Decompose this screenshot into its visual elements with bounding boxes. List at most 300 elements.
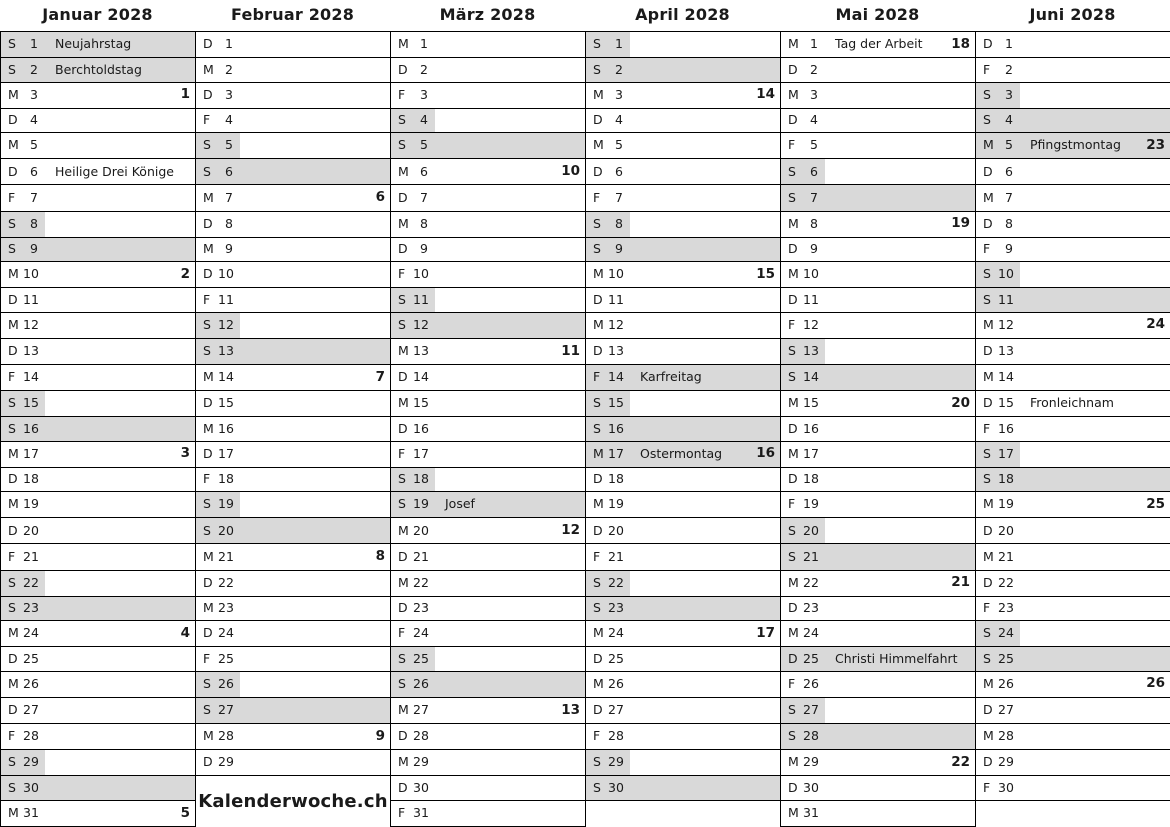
- day-number: 7: [420, 189, 428, 205]
- weekday-letter: M: [8, 496, 19, 512]
- day-number: 20: [218, 522, 234, 538]
- day-label-box: [781, 238, 825, 261]
- day-label-box: [976, 571, 1020, 596]
- day-number: 4: [225, 112, 233, 128]
- brand-text: Kalenderwoche.ch: [198, 790, 388, 812]
- holiday-label: Christi Himmelfahrt: [835, 650, 958, 666]
- day-number: 8: [615, 215, 623, 231]
- day-cell: [781, 492, 976, 518]
- day-cell: [781, 159, 976, 185]
- day-cell: [781, 237, 976, 261]
- holiday-label: Tag der Arbeit: [835, 36, 923, 52]
- day-cell: [586, 288, 781, 312]
- day-number: 3: [810, 86, 818, 102]
- day-cell: [586, 570, 781, 596]
- day-cell: [781, 570, 976, 596]
- week-number: 6: [375, 189, 385, 206]
- day-label-box: [391, 647, 435, 670]
- day-label-box: [391, 58, 435, 81]
- week-number: 19: [951, 215, 970, 232]
- day-label-box: [196, 313, 240, 338]
- day-cell: [391, 621, 586, 647]
- day-number: 28: [413, 728, 429, 744]
- day-number: 17: [608, 445, 624, 461]
- day-cell: [781, 82, 976, 108]
- day-cell: [976, 58, 1170, 82]
- day-label-box: [391, 133, 435, 158]
- day-number: 10: [998, 266, 1014, 282]
- day-number: 14: [413, 369, 429, 385]
- day-label-box: [196, 109, 240, 132]
- day-number: 25: [608, 650, 624, 666]
- day-cell: [781, 621, 976, 647]
- day-cell: [976, 570, 1170, 596]
- weekday-letter: S: [593, 574, 601, 590]
- day-cell: [1, 211, 196, 237]
- day-cell: [196, 364, 391, 390]
- weekday-letter: M: [8, 445, 19, 461]
- day-label-box: [586, 776, 630, 799]
- day-cell: [781, 647, 976, 671]
- day-cell: [586, 697, 781, 723]
- weekday-letter: S: [983, 650, 991, 666]
- day-number: 23: [23, 600, 39, 616]
- day-number: 10: [608, 266, 624, 282]
- holiday-label: Josef: [445, 496, 475, 512]
- day-number: 12: [608, 316, 624, 332]
- day-cell: [391, 338, 586, 364]
- weekday-letter: M: [203, 241, 214, 257]
- day-label-box: [781, 339, 825, 364]
- day-label-box: [196, 518, 240, 543]
- day-number: 4: [30, 112, 38, 128]
- day-cell: [1, 159, 196, 185]
- weekday-letter: S: [8, 61, 16, 77]
- day-number: 3: [1005, 86, 1013, 102]
- day-label-box: [586, 492, 630, 517]
- day-number: 26: [413, 675, 429, 691]
- weekday-letter: M: [8, 805, 19, 820]
- day-cell: [196, 467, 391, 491]
- weekday-letter: M: [398, 754, 409, 770]
- day-label-box: [1, 492, 45, 517]
- day-cell: [1, 262, 196, 288]
- day-number: 26: [23, 675, 39, 691]
- weekday-letter: S: [8, 754, 16, 770]
- weekday-letter: M: [788, 805, 799, 820]
- weekday-letter: F: [983, 61, 991, 77]
- day-number: 19: [608, 496, 624, 512]
- day-number: 29: [23, 754, 39, 770]
- weekday-letter: F: [593, 728, 601, 744]
- week-number: 22: [951, 753, 970, 770]
- weekday-letter: S: [788, 343, 796, 359]
- day-label-box: [1, 313, 45, 338]
- day-cell: [586, 776, 781, 800]
- day-number: 17: [218, 445, 234, 461]
- weekday-letter: D: [593, 522, 603, 538]
- weekday-letter: M: [983, 316, 994, 332]
- footer-brand-cell: [196, 776, 391, 827]
- day-label-box: [391, 442, 435, 467]
- week-number: 13: [561, 701, 580, 718]
- day-label-box: [1, 212, 45, 237]
- day-number: 13: [413, 343, 429, 359]
- weekday-letter: F: [8, 369, 16, 385]
- day-number: 8: [420, 215, 428, 231]
- weekday-letter: S: [788, 522, 796, 538]
- day-cell: [391, 288, 586, 312]
- day-cell: [1, 723, 196, 749]
- day-cell: [1, 750, 196, 776]
- day-number: 15: [998, 395, 1014, 411]
- day-label-box: [586, 417, 630, 440]
- weekday-letter: S: [8, 215, 16, 231]
- weekday-letter: D: [788, 600, 798, 616]
- weekday-letter: M: [203, 61, 214, 77]
- weekday-letter: M: [983, 675, 994, 691]
- day-label-box: [196, 492, 240, 517]
- weekday-letter: D: [593, 163, 603, 179]
- weekday-letter: S: [983, 625, 991, 641]
- day-number: 14: [998, 369, 1014, 385]
- day-number: 9: [1005, 241, 1013, 257]
- day-cell: [976, 32, 1170, 58]
- day-label-box: [1, 417, 45, 440]
- day-number: 23: [218, 600, 234, 616]
- weekday-letter: D: [983, 36, 993, 52]
- day-cell: [586, 391, 781, 417]
- day-cell: [196, 32, 391, 58]
- weekday-letter: M: [788, 266, 799, 282]
- day-number: 29: [413, 754, 429, 770]
- week-number: 3: [180, 445, 190, 462]
- weekday-letter: D: [8, 343, 18, 359]
- day-number: 30: [998, 779, 1014, 795]
- weekday-letter: D: [8, 650, 18, 666]
- day-number: 21: [23, 548, 39, 564]
- day-number: 19: [998, 496, 1014, 512]
- day-label-box: [781, 159, 825, 184]
- calendar-grid: [0, 31, 1170, 827]
- day-cell: [586, 647, 781, 671]
- weekday-letter: D: [8, 471, 18, 487]
- weekday-letter: F: [8, 548, 16, 564]
- day-number: 12: [413, 316, 429, 332]
- weekday-letter: F: [983, 241, 991, 257]
- day-label-box: [586, 750, 630, 775]
- weekday-letter: M: [8, 625, 19, 641]
- day-label-box: [586, 647, 630, 670]
- day-label-box: [391, 750, 435, 775]
- day-cell: [196, 237, 391, 261]
- day-cell: [196, 570, 391, 596]
- holiday-label: Berchtoldstag: [55, 61, 142, 77]
- day-number: 1: [420, 36, 428, 52]
- day-label-box: [391, 801, 435, 826]
- day-cell: [391, 570, 586, 596]
- weekday-letter: M: [8, 266, 19, 282]
- weekday-letter: M: [593, 86, 604, 102]
- week-number: 10: [561, 163, 580, 180]
- weekday-letter: S: [593, 600, 601, 616]
- weekday-letter: S: [8, 779, 16, 795]
- day-label-box: [976, 417, 1020, 440]
- day-number: 9: [225, 241, 233, 257]
- day-label-box: [196, 365, 240, 390]
- day-cell: [976, 697, 1170, 723]
- weekday-letter: M: [203, 189, 214, 205]
- day-label-box: [976, 672, 1020, 697]
- day-number: 14: [608, 369, 624, 385]
- day-label-box: [976, 391, 1020, 416]
- day-cell: [586, 518, 781, 544]
- day-cell: [976, 750, 1170, 776]
- day-cell: [1, 570, 196, 596]
- day-cell: [391, 32, 586, 58]
- day-label-box: [586, 365, 630, 390]
- day-number: 3: [30, 86, 38, 102]
- day-cell: [391, 518, 586, 544]
- day-number: 17: [803, 445, 819, 461]
- weekday-letter: S: [983, 266, 991, 282]
- weekday-letter: S: [8, 395, 16, 411]
- weekday-letter: S: [203, 163, 211, 179]
- day-number: 10: [218, 266, 234, 282]
- day-cell: [1, 417, 196, 441]
- day-label-box: [1, 442, 45, 467]
- day-cell: [196, 671, 391, 697]
- weekday-letter: D: [398, 600, 408, 616]
- weekday-letter: F: [203, 650, 211, 666]
- day-label-box: [781, 647, 825, 670]
- weekday-letter: M: [788, 86, 799, 102]
- day-cell: [586, 262, 781, 288]
- day-label-box: [196, 672, 240, 697]
- day-label-box: [976, 133, 1020, 158]
- day-cell: [781, 211, 976, 237]
- day-number: 24: [803, 625, 819, 641]
- weekday-letter: D: [8, 291, 18, 307]
- day-label-box: [586, 698, 630, 723]
- day-cell: [196, 185, 391, 211]
- day-cell: [781, 338, 976, 364]
- day-cell: [196, 211, 391, 237]
- day-label-box: [781, 313, 825, 338]
- day-label-box: [391, 109, 435, 132]
- day-number: 13: [23, 343, 39, 359]
- weekday-letter: F: [593, 548, 601, 564]
- week-number: 17: [756, 624, 775, 641]
- day-number: 4: [615, 112, 623, 128]
- day-number: 16: [608, 420, 624, 436]
- weekday-letter: F: [203, 112, 211, 128]
- day-label-box: [1, 724, 45, 749]
- day-label-box: [586, 185, 630, 210]
- weekday-letter: M: [983, 496, 994, 512]
- day-cell: [781, 441, 976, 467]
- weekday-letter: D: [983, 215, 993, 231]
- weekday-letter: D: [788, 112, 798, 128]
- day-number: 7: [810, 189, 818, 205]
- day-number: 17: [413, 445, 429, 461]
- day-cell: [391, 364, 586, 390]
- day-label-box: [391, 492, 435, 517]
- day-number: 14: [803, 369, 819, 385]
- day-cell: [391, 133, 586, 159]
- day-cell: [196, 108, 391, 132]
- day-label-box: [1, 544, 45, 569]
- weekday-letter: D: [203, 754, 213, 770]
- weekday-letter: F: [8, 728, 16, 744]
- day-cell: [391, 467, 586, 491]
- day-label-box: [586, 133, 630, 158]
- day-number: 8: [30, 215, 38, 231]
- weekday-letter: S: [398, 471, 406, 487]
- day-label-box: [1, 750, 45, 775]
- day-label-box: [586, 339, 630, 364]
- day-label-box: [586, 597, 630, 620]
- day-cell: [391, 776, 586, 800]
- day-cell: [976, 211, 1170, 237]
- day-number: 12: [23, 316, 39, 332]
- day-label-box: [976, 492, 1020, 517]
- day-label-box: [196, 159, 240, 184]
- weekday-letter: F: [203, 471, 211, 487]
- day-number: 6: [1005, 163, 1013, 179]
- day-label-box: [1, 288, 45, 311]
- weekday-letter: S: [593, 241, 601, 257]
- week-number: 15: [756, 265, 775, 282]
- day-cell: [586, 417, 781, 441]
- week-number: 16: [756, 445, 775, 462]
- day-number: 7: [615, 189, 623, 205]
- day-label-box: [781, 750, 825, 775]
- day-number: 22: [23, 574, 39, 590]
- day-cell: [391, 58, 586, 82]
- weekday-letter: D: [398, 728, 408, 744]
- day-label-box: [196, 262, 240, 287]
- day-number: 21: [413, 548, 429, 564]
- day-label-box: [586, 238, 630, 261]
- day-number: 20: [23, 522, 39, 538]
- day-cell: [391, 647, 586, 671]
- day-number: 24: [413, 625, 429, 641]
- day-cell: [1, 133, 196, 159]
- day-label-box: [976, 647, 1020, 670]
- day-label-box: [586, 544, 630, 569]
- day-number: 2: [225, 61, 233, 77]
- day-label-box: [196, 647, 240, 670]
- day-cell: [586, 58, 781, 82]
- weekday-letter: D: [788, 779, 798, 795]
- day-label-box: [781, 365, 825, 390]
- day-cell: [976, 518, 1170, 544]
- empty-cell: [976, 800, 1170, 826]
- day-label-box: [391, 468, 435, 491]
- day-number: 12: [998, 316, 1014, 332]
- day-label-box: [391, 391, 435, 416]
- day-label-box: [1, 32, 45, 57]
- day-label-box: [781, 417, 825, 440]
- day-label-box: [1, 621, 45, 646]
- day-number: 5: [615, 137, 623, 153]
- weekday-letter: S: [788, 548, 796, 564]
- day-cell: [781, 108, 976, 132]
- day-label-box: [196, 724, 240, 749]
- week-number: 24: [1146, 316, 1165, 333]
- day-cell: [1, 32, 196, 58]
- day-number: 1: [1005, 36, 1013, 52]
- day-cell: [781, 133, 976, 159]
- day-number: 24: [218, 625, 234, 641]
- day-label-box: [586, 32, 630, 57]
- weekday-letter: D: [788, 291, 798, 307]
- weekday-letter: D: [398, 61, 408, 77]
- day-cell: [976, 312, 1170, 338]
- day-number: 27: [998, 702, 1014, 718]
- day-cell: [196, 417, 391, 441]
- day-number: 31: [803, 805, 819, 820]
- day-label-box: [196, 544, 240, 569]
- day-number: 14: [23, 369, 39, 385]
- day-label-box: [391, 288, 435, 311]
- day-cell: [391, 750, 586, 776]
- day-number: 6: [225, 163, 233, 179]
- day-cell: [976, 723, 1170, 749]
- day-label-box: [196, 133, 240, 158]
- day-label-box: [586, 313, 630, 338]
- weekday-letter: M: [593, 675, 604, 691]
- day-label-box: [781, 133, 825, 158]
- day-cell: [976, 133, 1170, 159]
- day-number: 10: [23, 266, 39, 282]
- weekday-letter: F: [398, 445, 406, 461]
- day-label-box: [196, 185, 240, 210]
- day-cell: [196, 647, 391, 671]
- week-number: 12: [561, 522, 580, 539]
- day-label-box: [781, 724, 825, 749]
- weekday-letter: M: [593, 266, 604, 282]
- day-number: 16: [998, 420, 1014, 436]
- day-label-box: [781, 391, 825, 416]
- day-label-box: [196, 391, 240, 416]
- day-number: 12: [803, 316, 819, 332]
- day-number: 29: [608, 754, 624, 770]
- weekday-letter: M: [398, 395, 409, 411]
- day-label-box: [391, 365, 435, 390]
- day-cell: [781, 391, 976, 417]
- weekday-letter: D: [398, 189, 408, 205]
- day-label-box: [391, 621, 435, 646]
- day-number: 4: [1005, 112, 1013, 128]
- day-label-box: [976, 442, 1020, 467]
- weekday-letter: D: [203, 395, 213, 411]
- day-label-box: [1, 801, 45, 826]
- day-number: 18: [998, 471, 1014, 487]
- day-number: 13: [608, 343, 624, 359]
- month-title: Mai 2028: [835, 5, 920, 24]
- day-cell: [196, 544, 391, 570]
- day-number: 8: [225, 215, 233, 231]
- day-number: 23: [608, 600, 624, 616]
- weekday-letter: S: [203, 137, 211, 153]
- day-label-box: [586, 109, 630, 132]
- day-cell: [976, 596, 1170, 620]
- weekday-letter: M: [8, 137, 19, 153]
- day-cell: [976, 262, 1170, 288]
- day-cell: [586, 159, 781, 185]
